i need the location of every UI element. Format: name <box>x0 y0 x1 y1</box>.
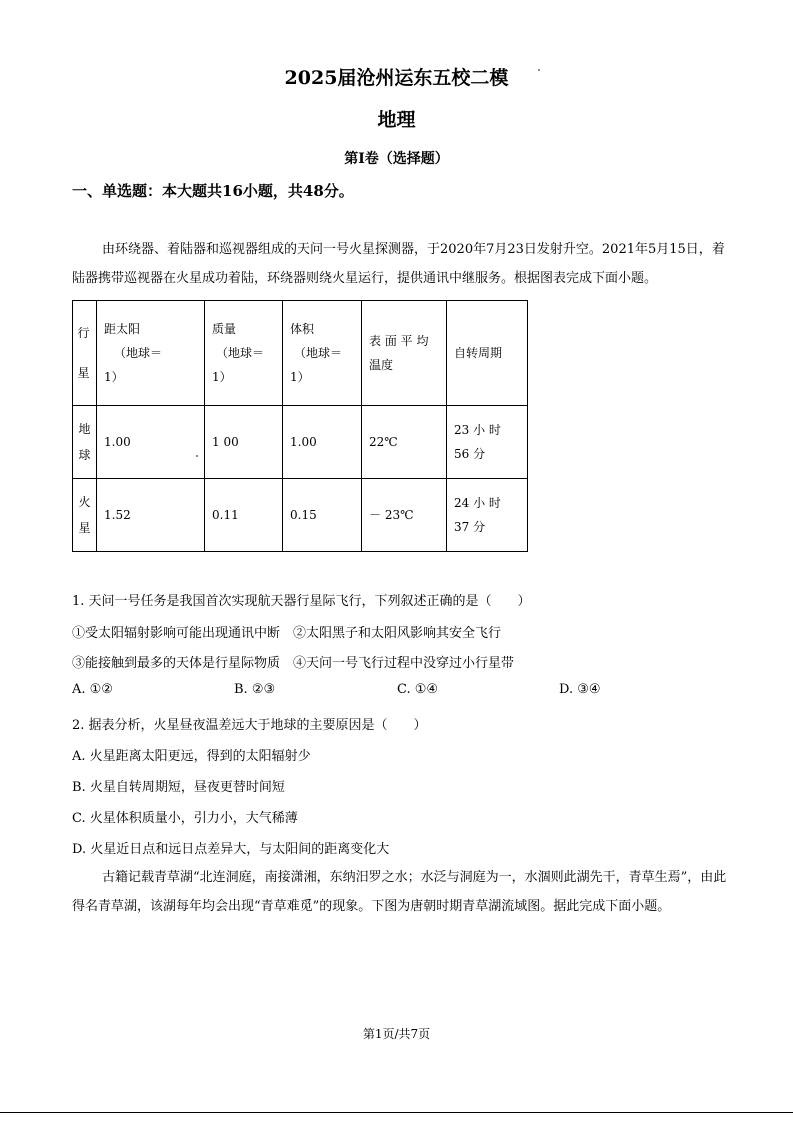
table-row-mars <box>73 479 528 552</box>
cell-distance: 1.52 <box>97 479 205 552</box>
page-footer: 第1页/共7页 <box>362 1027 431 1041</box>
question-2-option-b[interactable]: B. 火星自转周期短，昼夜更替时间短 <box>72 780 285 795</box>
scan-speck <box>538 69 540 71</box>
cell-mass: 0.11 <box>205 479 283 552</box>
table-row-earth <box>73 406 528 479</box>
header-planet: 行 星 <box>73 301 97 406</box>
cell-temperature: 22℃ <box>362 406 447 479</box>
cell-planet: 地 球 <box>73 406 97 479</box>
cell-volume: 0.15 <box>283 479 362 552</box>
part-title: 第I卷（选择题） <box>344 151 449 167</box>
cell-rotation: 23 小 时 56 分 <box>447 406 528 479</box>
cell-rotation: 24 小 时 37 分 <box>447 479 528 552</box>
question-1-statements-b: ③能接触到最多的天体是行星际物质 ④天问一号飞行过程中没穿过小行星带 <box>72 656 515 671</box>
cell-distance: 1.00 <box>97 406 205 479</box>
header-temperature: 表 面 平 均 温度 <box>362 301 447 406</box>
header-rotation: 自转周期 <box>447 301 528 406</box>
question-2-option-a[interactable]: A. 火星距离太阳更远，得到的太阳辐射少 <box>72 749 311 764</box>
cell-mass: 1 00 <box>205 406 283 479</box>
question-2-option-d[interactable]: D. 火星近日点和远日点差异大，与太阳间的距离变化大 <box>72 842 390 857</box>
section-heading: 一、单选题：本大题共16小题，共48分。 <box>72 182 354 200</box>
question-1-option-d[interactable]: D. ③④ <box>559 682 601 697</box>
question-2-stem: 2. 据表分析，火星昼夜温差远大于地球的主要原因是（ ） <box>72 718 427 733</box>
question-1-option-c[interactable]: C. ①④ <box>397 682 439 697</box>
header-distance: 距太阳 （地球＝ 1） <box>97 301 205 406</box>
exam-title: 2025届沧州运东五校二模 <box>284 67 509 89</box>
question-1-option-b[interactable]: B. ②③ <box>234 682 276 697</box>
cell-planet: 火 星 <box>73 479 97 552</box>
table-header-row <box>73 301 528 406</box>
scan-speck <box>196 455 198 457</box>
question-2-option-c[interactable]: C. 火星体积质量小，引力小，大气稀薄 <box>72 811 298 826</box>
question-1-statements-a: ①受太阳辐射影响可能出现通讯中断 ②太阳黑子和太阳风影响其安全飞行 <box>72 626 502 641</box>
subject-title: 地理 <box>377 109 416 131</box>
cell-volume: 1.00 <box>283 406 362 479</box>
planet-comparison-table <box>72 300 528 552</box>
question-1-stem: 1. 天问一号任务是我国首次实现航天器行星际飞行，下列叙述正确的是（ ） <box>72 594 531 609</box>
cell-temperature: － 23℃ <box>362 479 447 552</box>
page-bottom-rule <box>0 1112 793 1113</box>
passage-tianwen: 由环绕器、着陆器和巡视器组成的天问一号火星探测器，于2020年7月23日发射升空。2021年5月15日，着陆器携带巡视器在火星成功着陆，环绕器则绕火星运行，提供通讯中继服务。根据图表完成下面小题。 <box>72 242 725 286</box>
header-volume: 体积 （地球＝ 1） <box>283 301 362 406</box>
passage-qingcao-lake: 古籍记载青草湖“北连洞庭，南接潇湘，东纳汨罗之水；水泛与洞庭为一，水涸则此湖先干，青草生焉”，由此得名青草湖，该湖每年均会出现“青草难觅”的现象。下图为唐朝时期青草湖流域图。据此完成下面小题。 <box>72 870 727 914</box>
question-1-option-a[interactable]: A. ①② <box>72 682 113 697</box>
header-mass: 质量 （地球＝ 1） <box>205 301 283 406</box>
